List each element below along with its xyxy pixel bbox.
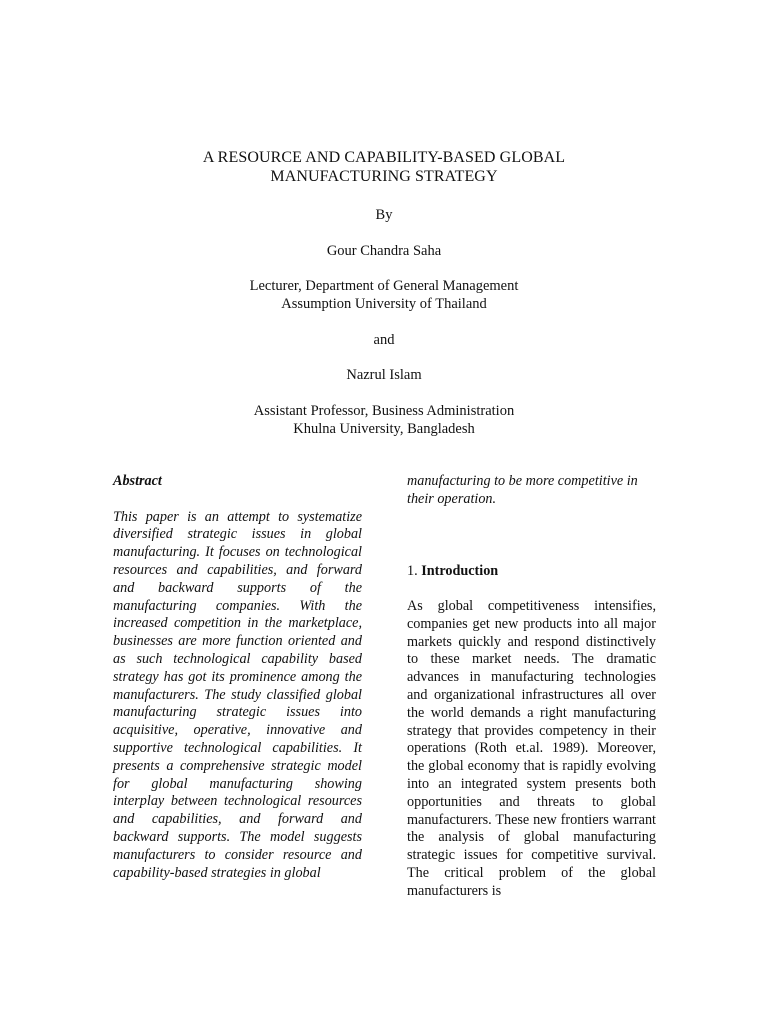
author2-institution: Khulna University, Bangladesh: [293, 421, 475, 437]
author2-name: Nazrul Islam: [346, 367, 422, 383]
right-column: [407, 473, 656, 899]
by-line: By: [375, 207, 393, 223]
author1-institution: Assumption University of Thailand: [281, 296, 487, 312]
left-column: [113, 473, 362, 882]
title-line-1: A RESOURCE AND CAPABILITY-BASED GLOBAL: [202, 149, 566, 166]
author1-position: Lecturer, Department of General Management: [249, 278, 519, 294]
introduction-body: As global competitiveness intensifies, companies get new products into all major markets quickly and respond distinctively to these market needs. The dramatic advances in manufacturing technologies and organizational infrastructures all over the world demands a right manufacturing strategy that provides competency in their operations (Roth et.al. 1989). Moreover, the global economy that is rapidly evolving into an integrated system presents both opportunities and threats to global manufacturers. These new frontiers warrant the analysis of global manufacturing strategic issues for competitive survival. The critical problem of the global manufacturers is: [407, 598, 656, 899]
section-title: Introduction: [421, 563, 499, 579]
title-line-2: MANUFACTURING STRATEGY: [270, 168, 498, 185]
author2-position: Assistant Professor, Business Administration: [253, 403, 515, 419]
introduction-heading: [407, 563, 498, 581]
and-separator: and: [373, 332, 395, 348]
section-number: 1.: [407, 563, 418, 579]
paper-title: [0, 148, 768, 186]
abstract-continuation: manufacturing to be more competitive in their operation.: [407, 473, 638, 507]
abstract-heading: Abstract: [113, 473, 162, 489]
abstract-body: This paper is an attempt to systematize diversified strategic issues in global manufacturing. It focuses on technological resources and capabilities, and forward and backward supports of the manufacturing companies. With the increased competition in the marketplace, businesses are more function oriented and as such technological capability based strategy has got its prominence among the manufacturers. The study classified global manufacturing strategic issues into acquisitive, operative, innovative and supportive technological capabilities. It presents a comprehensive strategic model for global manufacturing showing interplay between technological resources and capabilities, and forward and backward supports. The model suggests manufacturers to consider resource and capability-based strategies in global: [113, 508, 362, 881]
author1-name: Gour Chandra Saha: [326, 243, 442, 259]
